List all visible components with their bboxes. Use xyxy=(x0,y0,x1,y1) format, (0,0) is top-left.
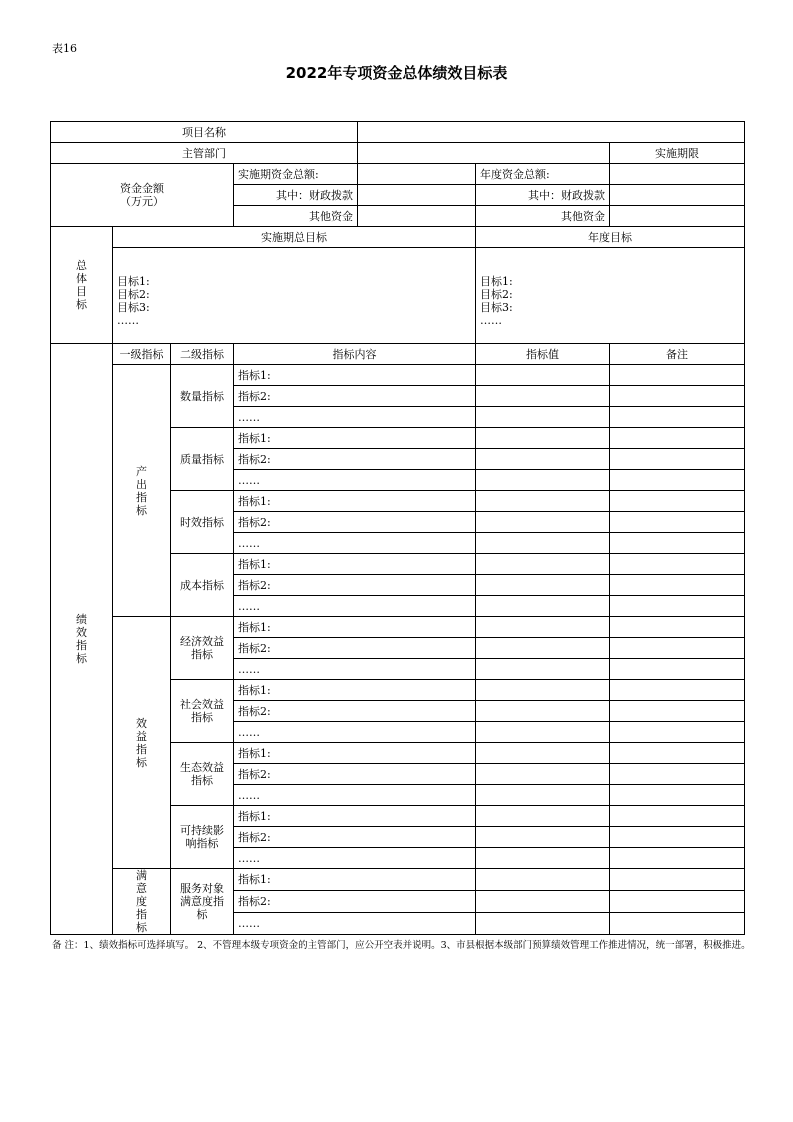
period-goal-header: 实施期总目标 xyxy=(113,227,476,248)
performance-goal-table xyxy=(50,121,745,935)
funds-label xyxy=(51,164,234,227)
indicator-value-cell[interactable] xyxy=(476,575,610,596)
level2-indicator-label: 社会效益指标 xyxy=(171,680,234,743)
period-total-label: 实施期资金总额: xyxy=(234,164,358,185)
indicator-value-cell[interactable] xyxy=(476,638,610,659)
indicator-content-cell[interactable]: …… xyxy=(234,407,476,428)
indicator-value-cell[interactable] xyxy=(476,913,610,935)
indicator-value-cell[interactable] xyxy=(476,512,610,533)
indicator-value-cell[interactable] xyxy=(476,848,610,869)
indicator-content-cell[interactable]: …… xyxy=(234,470,476,491)
content-header: 指标内容 xyxy=(234,344,476,365)
indicator-value-cell[interactable] xyxy=(476,827,610,848)
indicator-note-cell[interactable] xyxy=(610,533,745,554)
indicator-value-cell[interactable] xyxy=(476,659,610,680)
period-goal-1: 目标1: xyxy=(117,275,150,288)
indicator-note-cell[interactable] xyxy=(610,891,745,913)
note-header: 备注 xyxy=(610,344,745,365)
indicator-content-cell[interactable]: 指标1: xyxy=(234,869,476,891)
level2-header: 二级指标 xyxy=(171,344,234,365)
indicator-note-cell[interactable] xyxy=(610,743,745,764)
table-number: 表16 xyxy=(52,42,77,55)
project-name-label: 项目名称 xyxy=(51,122,358,143)
annual-fiscal-value[interactable] xyxy=(610,185,745,206)
level2-indicator-label: 质量指标 xyxy=(171,428,234,491)
department-value[interactable] xyxy=(358,143,610,164)
indicator-content-cell[interactable]: …… xyxy=(234,659,476,680)
level1-indicator-label: 满 意 度 指 标 xyxy=(113,869,171,935)
indicator-note-cell[interactable] xyxy=(610,470,745,491)
indicator-value-cell[interactable] xyxy=(476,470,610,491)
indicator-row xyxy=(51,869,745,891)
indicator-content-cell[interactable]: 指标2: xyxy=(234,575,476,596)
indicator-note-cell[interactable] xyxy=(610,659,745,680)
indicator-value-cell[interactable] xyxy=(476,407,610,428)
indicator-value-cell[interactable] xyxy=(476,869,610,891)
indicator-note-cell[interactable] xyxy=(610,617,745,638)
annual-goal-more: …… xyxy=(480,314,502,327)
indicator-note-cell[interactable] xyxy=(610,575,745,596)
period-fiscal-value[interactable] xyxy=(358,185,476,206)
performance-indicator-label: 绩 效 指 标 xyxy=(51,344,113,935)
overall-goal-label: 总 体 目 标 xyxy=(51,227,113,344)
indicator-value-cell[interactable] xyxy=(476,386,610,407)
indicator-note-cell[interactable] xyxy=(610,701,745,722)
level2-indicator-label: 成本指标 xyxy=(171,554,234,617)
indicator-note-cell[interactable] xyxy=(610,596,745,617)
indicator-note-cell[interactable] xyxy=(610,827,745,848)
level2-indicator-label: 可持续影响指标 xyxy=(171,806,234,869)
period-total-value[interactable] xyxy=(358,164,476,185)
indicator-value-cell[interactable] xyxy=(476,554,610,575)
indicator-note-cell[interactable] xyxy=(610,913,745,935)
indicator-row xyxy=(51,617,745,638)
indicator-value-cell[interactable] xyxy=(476,449,610,470)
indicator-value-cell[interactable] xyxy=(476,743,610,764)
footnote: 备 注：1、绩效指标可选择填写。 2、不管理本级专项资金的主管部门，应公开空表并说明。3、市县根据本级部门预算绩效管理工作推进情况，统一部署，积极推进。 xyxy=(52,940,751,951)
indicator-note-cell[interactable] xyxy=(610,806,745,827)
period-goal-more: …… xyxy=(117,314,139,327)
indicator-value-cell[interactable] xyxy=(476,764,610,785)
indicator-note-cell[interactable] xyxy=(610,680,745,701)
indicator-value-cell[interactable] xyxy=(476,596,610,617)
indicator-content-cell[interactable]: 指标2: xyxy=(234,449,476,470)
annual-other-value[interactable] xyxy=(610,206,745,227)
indicator-note-cell[interactable] xyxy=(610,848,745,869)
indicator-content-cell[interactable]: 指标1: xyxy=(234,428,476,449)
annual-fiscal-label: 其中：财政拨款 xyxy=(476,185,610,206)
level1-header: 一级指标 xyxy=(113,344,171,365)
annual-goal-cell[interactable] xyxy=(476,248,745,344)
indicator-content-cell[interactable]: 指标2: xyxy=(234,386,476,407)
indicator-value-cell[interactable] xyxy=(476,680,610,701)
indicator-value-cell[interactable] xyxy=(476,785,610,806)
level2-indicator-label: 生态效益指标 xyxy=(171,743,234,806)
indicator-note-cell[interactable] xyxy=(610,785,745,806)
level2-indicator-label: 经济效益指标 xyxy=(171,617,234,680)
department-label: 主管部门 xyxy=(51,143,358,164)
indicator-content-cell[interactable]: …… xyxy=(234,596,476,617)
indicator-content-cell[interactable]: 指标1: xyxy=(234,491,476,512)
indicator-value-cell[interactable] xyxy=(476,701,610,722)
indicator-value-cell[interactable] xyxy=(476,491,610,512)
indicator-content-cell[interactable]: …… xyxy=(234,533,476,554)
page-title: 2022年专项资金总体绩效目标表 xyxy=(285,64,508,82)
indicator-value-cell[interactable] xyxy=(476,428,610,449)
indicator-note-cell[interactable] xyxy=(610,428,745,449)
project-name-value[interactable] xyxy=(358,122,745,143)
indicator-content-cell[interactable]: …… xyxy=(234,785,476,806)
level2-indicator-label: 服务对象满意度指标 xyxy=(171,869,234,935)
indicator-content-cell[interactable]: 指标2: xyxy=(234,764,476,785)
indicator-row xyxy=(51,365,745,386)
period-goal-cell[interactable] xyxy=(113,248,476,344)
indicator-note-cell[interactable] xyxy=(610,407,745,428)
indicator-content-cell[interactable]: …… xyxy=(234,848,476,869)
level2-indicator-label: 时效指标 xyxy=(171,491,234,554)
indicator-content-cell[interactable]: 指标2: xyxy=(234,701,476,722)
indicator-value-cell[interactable] xyxy=(476,722,610,743)
indicator-content-cell[interactable]: …… xyxy=(234,722,476,743)
indicator-content-cell[interactable]: 指标1: xyxy=(234,806,476,827)
period-other-label: 其他资金 xyxy=(234,206,358,227)
value-header: 指标值 xyxy=(476,344,610,365)
indicator-content-cell[interactable]: 指标1: xyxy=(234,617,476,638)
indicator-note-cell[interactable] xyxy=(610,449,745,470)
indicator-content-cell[interactable]: 指标2: xyxy=(234,891,476,913)
indicator-value-cell[interactable] xyxy=(476,533,610,554)
indicator-note-cell[interactable] xyxy=(610,365,745,386)
indicator-content-cell[interactable]: 指标2: xyxy=(234,512,476,533)
indicator-content-cell[interactable]: 指标2: xyxy=(234,827,476,848)
period-goal-3: 目标3: xyxy=(117,301,150,314)
indicator-value-cell[interactable] xyxy=(476,806,610,827)
indicator-note-cell[interactable] xyxy=(610,386,745,407)
annual-other-label: 其他资金 xyxy=(476,206,610,227)
indicator-content-cell[interactable]: …… xyxy=(234,913,476,935)
indicator-note-cell[interactable] xyxy=(610,512,745,533)
period-label: 实施期限 xyxy=(610,143,745,164)
indicator-content-cell[interactable]: 指标2: xyxy=(234,638,476,659)
level2-indicator-label: 数量指标 xyxy=(171,365,234,428)
indicator-note-cell[interactable] xyxy=(610,491,745,512)
indicator-value-cell[interactable] xyxy=(476,891,610,913)
period-other-value[interactable] xyxy=(358,206,476,227)
annual-total-label: 年度资金总额: xyxy=(476,164,610,185)
annual-goal-header: 年度目标 xyxy=(476,227,745,248)
indicator-value-cell[interactable] xyxy=(476,617,610,638)
indicator-content-cell[interactable]: 指标1: xyxy=(234,743,476,764)
indicator-content-cell[interactable]: 指标1: xyxy=(234,680,476,701)
level1-indicator-label: 效 益 指 标 xyxy=(113,617,171,869)
funds-label-line2: （万元） xyxy=(120,195,164,208)
annual-goal-3: 目标3: xyxy=(480,301,513,314)
funds-label-line1: 资金金额 xyxy=(120,182,164,195)
indicator-note-cell[interactable] xyxy=(610,764,745,785)
indicator-content-cell[interactable]: 指标1: xyxy=(234,554,476,575)
annual-goal-1: 目标1: xyxy=(480,275,513,288)
indicator-note-cell[interactable] xyxy=(610,554,745,575)
period-fiscal-label: 其中：财政拨款 xyxy=(234,185,358,206)
annual-total-value[interactable] xyxy=(610,164,745,185)
indicator-note-cell[interactable] xyxy=(610,638,745,659)
annual-goal-2: 目标2: xyxy=(480,288,513,301)
level1-indicator-label: 产 出 指 标 xyxy=(113,365,171,617)
indicator-content-cell[interactable]: 指标1: xyxy=(234,365,476,386)
indicator-note-cell[interactable] xyxy=(610,722,745,743)
indicator-value-cell[interactable] xyxy=(476,365,610,386)
indicator-note-cell[interactable] xyxy=(610,869,745,891)
period-goal-2: 目标2: xyxy=(117,288,150,301)
